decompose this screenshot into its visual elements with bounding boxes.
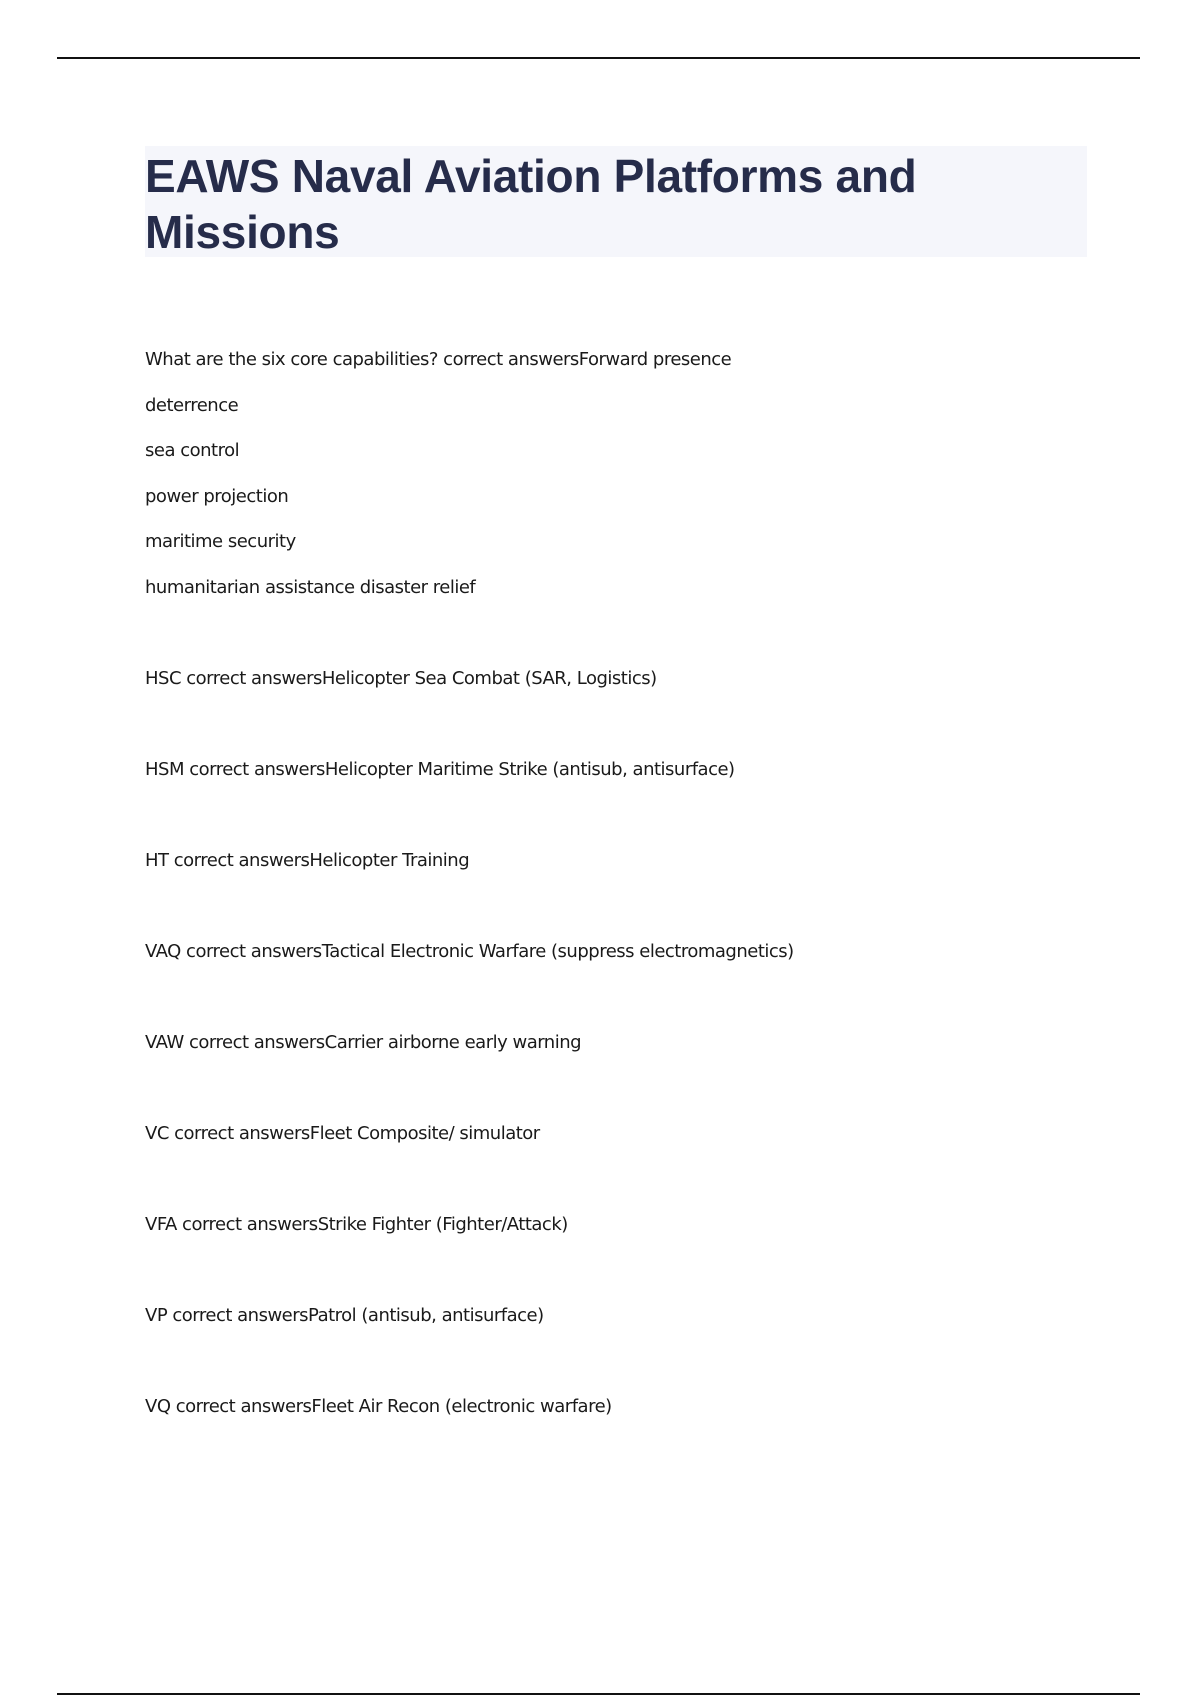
qa-entry [145,1111,1095,1157]
qa-entry [145,838,1095,884]
qa-entry [145,1293,1095,1339]
qa-line: VC correct answersFleet Composite/ simulator [145,1122,540,1144]
qa-entry [145,656,1095,702]
qa-line: sea control [145,440,240,461]
qa-entry [145,747,1095,793]
page-title: EAWS Naval Aviation Platforms and Missions [145,150,917,258]
qa-line: power projection [145,485,289,507]
footer-rule [57,1693,1140,1695]
qa-line: HSM correct answersHelicopter Maritime Strike (antisub, antisurface) [145,758,735,780]
qa-line: What are the six core capabilities? correct answersForward presence [145,349,732,370]
qa-entry [145,1020,1095,1066]
qa-line: maritime security [145,531,296,552]
header-rule [57,57,1140,59]
qa-entry [145,1384,1095,1430]
qa-line: deterrence [145,394,239,416]
qa-line: VFA correct answersStrike Fighter (Fighter/Attack) [145,1213,568,1235]
title-banner [145,146,1087,257]
qa-line: HSC correct answersHelicopter Sea Combat (SAR, Logistics) [145,667,657,689]
qa-line: humanitarian assistance disaster relief [145,576,476,598]
qa-line: VQ correct answersFleet Air Recon (electronic warfare) [145,1395,612,1417]
qa-line: HT correct answersHelicopter Training [145,849,470,871]
qa-entry [145,1202,1095,1248]
qa-line: VAQ correct answersTactical Electronic Warfare (suppress electromagnetics) [145,940,794,962]
qa-line: VP correct answersPatrol (antisub, antisurface) [145,1304,544,1326]
qa-entry [145,929,1095,975]
qa-line: VAW correct answersCarrier airborne early warning [145,1031,582,1053]
qa-entry [145,337,1095,610]
qa-list [145,337,1095,1475]
